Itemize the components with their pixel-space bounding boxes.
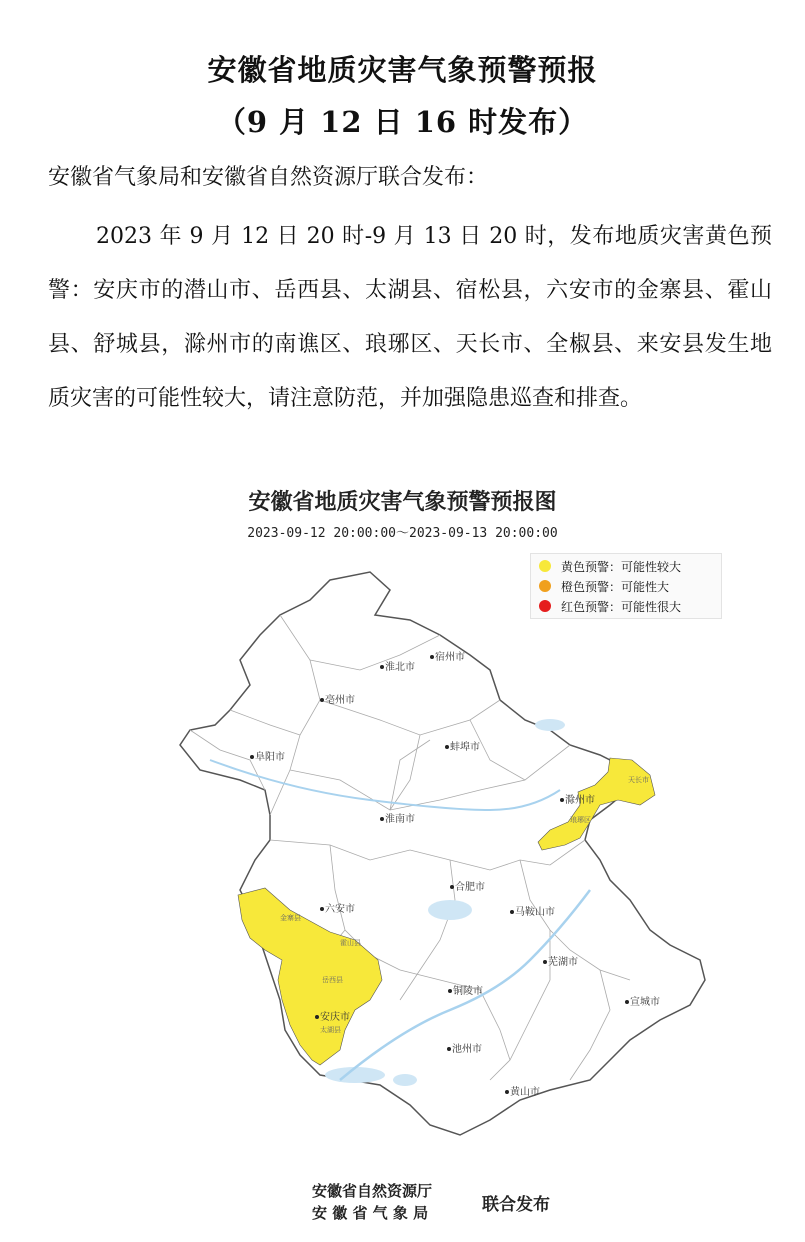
warning-paragraph: 2023 年 9 月 12 日 20 时-9 月 13 日 20 时，发布地质灾害黄色预警：安庆市的潜山市、岳西县、太湖县、宿松县，六安市的金寨县、霍山县、舒城县，滁州市的南谯区、琅琊区、天长市、全椒县、来安县发生地质灾害的可能性较大，请注意防范，并加强隐患巡查和排查。 <box>48 224 772 411</box>
label-wuhu: 芜湖市 <box>548 957 578 968</box>
label-yuexi: 岳西县 <box>322 976 343 984</box>
legend-red: 红色预警：可能性很大 <box>539 596 713 616</box>
yellow-dot-icon <box>539 560 551 572</box>
label-suzhou: 宿州市 <box>435 652 465 663</box>
publish-time: （9 月 12 日 16 时发布） <box>216 105 589 139</box>
footer-org-2: 安 徽 省 气 象 局 <box>312 1204 429 1222</box>
label-taihu: 太湖县 <box>320 1026 341 1034</box>
label-huaibei: 淮北市 <box>385 662 415 673</box>
map-svg <box>170 560 710 1140</box>
label-bengbu: 蚌埠市 <box>450 742 480 753</box>
label-chizhou: 池州市 <box>452 1044 482 1055</box>
label-huainan: 淮南市 <box>385 814 415 825</box>
anhui-warning-map <box>170 560 710 1144</box>
label-chuzhou: 滁州市 <box>565 795 595 806</box>
label-hefei: 合肥市 <box>455 882 485 893</box>
map-time-range: 2023-09-12 20:00:00～2023-09-13 20:00:00 <box>247 526 558 541</box>
label-bozhou: 亳州市 <box>325 695 355 706</box>
issuer-line: 安徽省气象局和安徽省自然资源厅联合发布： <box>48 165 489 190</box>
label-huangshan: 黄山市 <box>510 1087 540 1098</box>
label-luan: 六安市 <box>325 904 355 915</box>
label-fuyang: 阜阳市 <box>255 752 285 763</box>
label-anqing: 安庆市 <box>320 1012 350 1023</box>
footer-joint: 联合发布 <box>482 1195 550 1215</box>
map-legend <box>530 553 722 619</box>
label-jinzhai: 金寨县 <box>280 914 301 922</box>
label-xuancheng: 宣城市 <box>630 997 660 1008</box>
label-langya: 琅琊区 <box>570 816 591 824</box>
red-dot-icon <box>539 600 551 612</box>
orange-dot-icon <box>539 580 551 592</box>
legend-yellow: 黄色预警：可能性较大 <box>539 556 713 576</box>
label-tianchang: 天长市 <box>628 776 649 784</box>
legend-orange: 橙色预警：可能性大 <box>539 576 713 596</box>
label-maanshan: 马鞍山市 <box>515 907 555 918</box>
footer-org-1: 安徽省自然资源厅 <box>312 1182 433 1200</box>
label-huoshan: 霍山县 <box>340 939 361 947</box>
page-title: 安徽省地质灾害气象预警预报 <box>207 53 598 87</box>
footer-orgs <box>312 1180 432 1224</box>
map-title: 安徽省地质灾害气象预警预报图 <box>248 490 557 515</box>
label-tongling: 铜陵市 <box>453 986 483 997</box>
